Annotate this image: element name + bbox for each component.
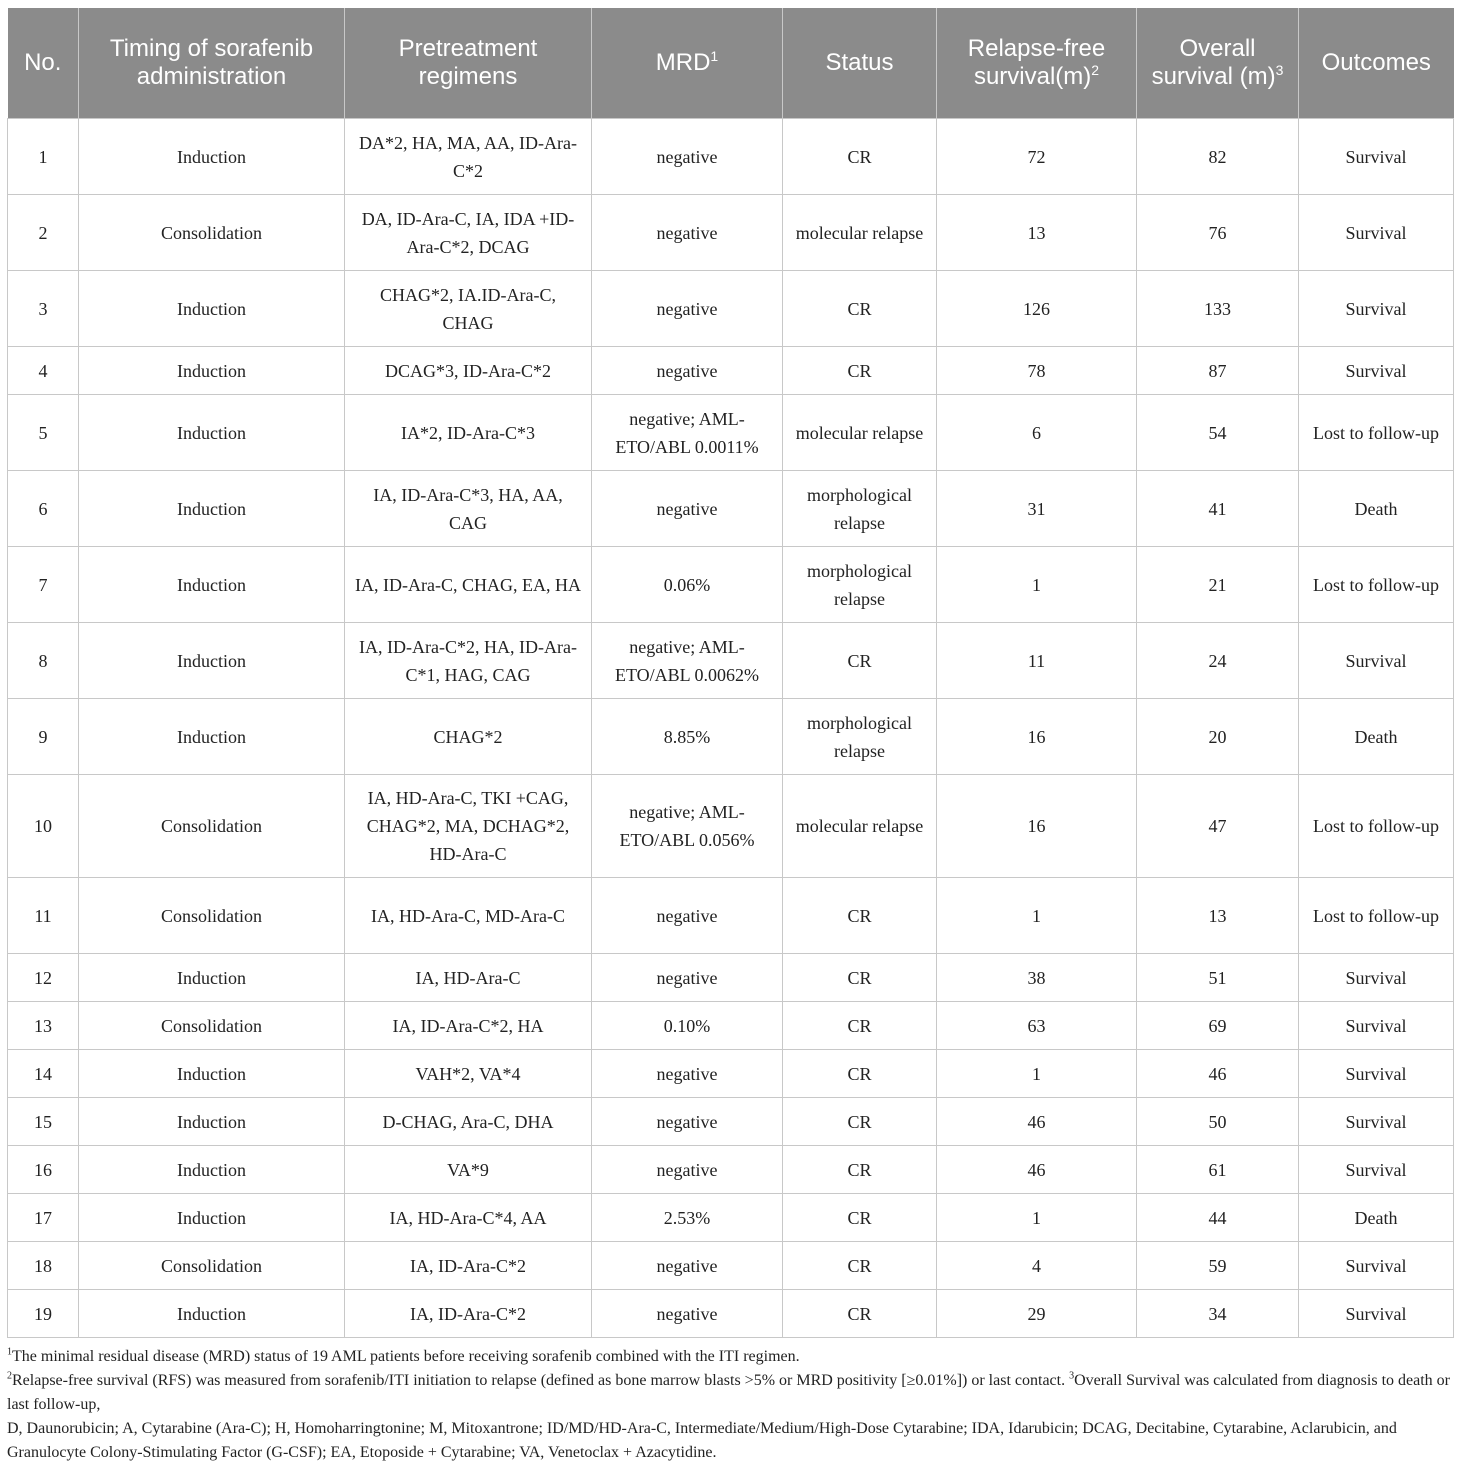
cell-no: 12 xyxy=(8,954,79,1002)
cell-os: 69 xyxy=(1137,1002,1299,1050)
header-os: Overall survival $(m)^3$ xyxy=(1137,8,1299,119)
cell-os: 47 xyxy=(1137,775,1299,878)
footnote-1: $^1$The minimal residual disease (MRD) status of 19 AML patients before receiving sorafenib combined with the ITI regimen. xyxy=(7,1346,800,1365)
cell-rfs: 46 xyxy=(937,1146,1137,1194)
cell-os: 51 xyxy=(1137,954,1299,1002)
cell-os: 20 xyxy=(1137,699,1299,775)
cell-no: 8 xyxy=(8,623,79,699)
cell-os: 24 xyxy=(1137,623,1299,699)
cell-no: 6 xyxy=(8,471,79,547)
cell-os: 50 xyxy=(1137,1098,1299,1146)
cell-outcome: Death xyxy=(1299,471,1454,547)
cell-no: 16 xyxy=(8,1146,79,1194)
cell-pretreatment: IA, ID-Ara-C*2 xyxy=(345,1290,592,1338)
cell-outcome: Death xyxy=(1299,1194,1454,1242)
header-rfs: Relapse-free $survival(m)^2$ xyxy=(937,8,1137,119)
cell-rfs: 31 xyxy=(937,471,1137,547)
cell-outcome: Survival xyxy=(1299,954,1454,1002)
cell-outcome: Survival xyxy=(1299,271,1454,347)
cell-mrd: negative xyxy=(592,1098,783,1146)
cell-timing: Induction xyxy=(79,1098,345,1146)
cell-timing: Induction xyxy=(79,623,345,699)
table-row xyxy=(8,1098,1454,1146)
cell-mrd: negative xyxy=(592,347,783,395)
cell-mrd: negative xyxy=(592,1242,783,1290)
cell-timing: Induction xyxy=(79,1050,345,1098)
cell-mrd: negative; AML-ETO/ABL 0.0011% xyxy=(592,395,783,471)
cell-status: CR xyxy=(783,1242,937,1290)
cell-pretreatment: IA*2, ID-Ara-C*3 xyxy=(345,395,592,471)
table-row xyxy=(8,1146,1454,1194)
cell-no: 9 xyxy=(8,699,79,775)
cell-status: CR xyxy=(783,878,937,954)
cell-outcome: Lost to follow-up xyxy=(1299,547,1454,623)
cell-outcome: Survival xyxy=(1299,119,1454,195)
cell-no: 4 xyxy=(8,347,79,395)
cell-pretreatment: DA, ID-Ara-C, IA, IDA +ID-Ara-C*2, DCAG xyxy=(345,195,592,271)
cell-timing: Consolidation xyxy=(79,195,345,271)
cell-pretreatment: D-CHAG, Ara-C, DHA xyxy=(345,1098,592,1146)
cell-rfs: 6 xyxy=(937,395,1137,471)
footnotes xyxy=(7,1345,1453,1465)
cell-rfs: 1 xyxy=(937,1194,1137,1242)
cell-pretreatment: DCAG*3, ID-Ara-C*2 xyxy=(345,347,592,395)
cell-mrd: 0.10% xyxy=(592,1002,783,1050)
cell-rfs: 29 xyxy=(937,1290,1137,1338)
cell-status: CR xyxy=(783,1290,937,1338)
cell-outcome: Survival xyxy=(1299,1242,1454,1290)
table-container xyxy=(7,8,1453,1465)
header-timing: Timing of sorafenib administration xyxy=(79,8,345,119)
header-no: No. xyxy=(8,8,79,119)
cell-timing: Induction xyxy=(79,271,345,347)
cell-os: 46 xyxy=(1137,1050,1299,1098)
cell-os: 54 xyxy=(1137,395,1299,471)
cell-timing: Induction xyxy=(79,347,345,395)
table-row xyxy=(8,471,1454,547)
cell-os: 76 xyxy=(1137,195,1299,271)
cell-os: 21 xyxy=(1137,547,1299,623)
cell-status: CR xyxy=(783,623,937,699)
cell-os: 82 xyxy=(1137,119,1299,195)
table-row xyxy=(8,119,1454,195)
cell-no: 18 xyxy=(8,1242,79,1290)
cell-no: 11 xyxy=(8,878,79,954)
cell-timing: Induction xyxy=(79,699,345,775)
cell-pretreatment: IA, HD-Ara-C, MD-Ara-C xyxy=(345,878,592,954)
cell-pretreatment: IA, ID-Ara-C*2 xyxy=(345,1242,592,1290)
cell-status: molecular relapse xyxy=(783,775,937,878)
cell-timing: Consolidation xyxy=(79,878,345,954)
cell-no: 3 xyxy=(8,271,79,347)
footnote-2-3: $^2$Relapse-free survival (RFS) was measured from sorafenib/ITI initiation to relapse (defined as bone marrow blasts >5% or MRD positivity [≥0.01%]) or last contact. $^3$Overall Survival was calculated from diagnosis to death or last follow-up, xyxy=(7,1370,1450,1413)
cell-os: 87 xyxy=(1137,347,1299,395)
cell-outcome: Survival xyxy=(1299,1098,1454,1146)
table-row xyxy=(8,699,1454,775)
cell-timing: Induction xyxy=(79,547,345,623)
cell-rfs: 13 xyxy=(937,195,1137,271)
table-row xyxy=(8,271,1454,347)
cell-mrd: negative xyxy=(592,1290,783,1338)
cell-status: CR xyxy=(783,347,937,395)
cell-status: CR xyxy=(783,1098,937,1146)
cell-os: 44 xyxy=(1137,1194,1299,1242)
cell-pretreatment: IA, HD-Ara-C*4, AA xyxy=(345,1194,592,1242)
table-row xyxy=(8,954,1454,1002)
cell-mrd: negative; AML-ETO/ABL 0.0062% xyxy=(592,623,783,699)
cell-rfs: 1 xyxy=(937,1050,1137,1098)
cell-status: morphological relapse xyxy=(783,471,937,547)
cell-timing: Consolidation xyxy=(79,1002,345,1050)
cell-status: CR xyxy=(783,1002,937,1050)
cell-pretreatment: DA*2, HA, MA, AA, ID-Ara-C*2 xyxy=(345,119,592,195)
cell-outcome: Survival xyxy=(1299,347,1454,395)
cell-outcome: Survival xyxy=(1299,195,1454,271)
cell-timing: Induction xyxy=(79,471,345,547)
cell-no: 2 xyxy=(8,195,79,271)
cell-pretreatment: IA, ID-Ara-C*2, HA xyxy=(345,1002,592,1050)
cell-os: 61 xyxy=(1137,1146,1299,1194)
cell-timing: Induction xyxy=(79,954,345,1002)
cell-mrd: negative xyxy=(592,271,783,347)
cell-status: CR xyxy=(783,119,937,195)
cell-pretreatment: IA, HD-Ara-C xyxy=(345,954,592,1002)
cell-outcome: Survival xyxy=(1299,1146,1454,1194)
cell-status: molecular relapse xyxy=(783,395,937,471)
cell-rfs: 11 xyxy=(937,623,1137,699)
cell-pretreatment: CHAG*2 xyxy=(345,699,592,775)
cell-mrd: negative; AML-ETO/ABL 0.056% xyxy=(592,775,783,878)
cell-timing: Consolidation xyxy=(79,775,345,878)
table-row xyxy=(8,775,1454,878)
header-status: Status xyxy=(783,8,937,119)
cell-status: molecular relapse xyxy=(783,195,937,271)
cell-outcome: Survival xyxy=(1299,1050,1454,1098)
table-row xyxy=(8,1242,1454,1290)
cell-status: morphological relapse xyxy=(783,547,937,623)
cell-no: 13 xyxy=(8,1002,79,1050)
cell-no: 19 xyxy=(8,1290,79,1338)
cell-status: CR xyxy=(783,1050,937,1098)
cell-rfs: 1 xyxy=(937,878,1137,954)
table-row xyxy=(8,1290,1454,1338)
table-row xyxy=(8,1194,1454,1242)
cell-rfs: 16 xyxy=(937,775,1137,878)
cell-no: 15 xyxy=(8,1098,79,1146)
cell-outcome: Lost to follow-up xyxy=(1299,775,1454,878)
cell-os: 13 xyxy=(1137,878,1299,954)
cell-timing: Induction xyxy=(79,1194,345,1242)
cell-pretreatment: VA*9 xyxy=(345,1146,592,1194)
cell-mrd: negative xyxy=(592,1050,783,1098)
cell-rfs: 16 xyxy=(937,699,1137,775)
cell-mrd: negative xyxy=(592,954,783,1002)
abbreviations: D, Daunorubicin; A, Cytarabine (Ara-C); H, Homoharringtonine; M, Mitoxantrone; ID/MD/HD-Ara-C, Intermediate/Medium/High-Dose Cytarabine; IDA, Idarubicin; DCAG, Decitabine, Cytarabine, Aclarubicin, and Granulocyte Colony-Stimulating Factor (G-CSF); EA, Etoposide + Cytarabine; VA, Venetoclax + Azacytidine. xyxy=(7,1420,1397,1461)
cell-mrd: 0.06% xyxy=(592,547,783,623)
cell-timing: Induction xyxy=(79,119,345,195)
cell-outcome: Lost to follow-up xyxy=(1299,395,1454,471)
cell-no: 17 xyxy=(8,1194,79,1242)
cell-no: 1 xyxy=(8,119,79,195)
cell-mrd: negative xyxy=(592,195,783,271)
cell-status: CR xyxy=(783,271,937,347)
cell-timing: Induction xyxy=(79,1146,345,1194)
table-row xyxy=(8,547,1454,623)
patient-outcomes-table xyxy=(7,8,1454,1338)
cell-rfs: 38 xyxy=(937,954,1137,1002)
cell-pretreatment: CHAG*2, IA.ID-Ara-C, CHAG xyxy=(345,271,592,347)
table-row xyxy=(8,347,1454,395)
cell-rfs: 4 xyxy=(937,1242,1137,1290)
cell-mrd: negative xyxy=(592,1146,783,1194)
cell-rfs: 72 xyxy=(937,119,1137,195)
header-row xyxy=(8,8,1454,119)
cell-os: 133 xyxy=(1137,271,1299,347)
cell-rfs: 78 xyxy=(937,347,1137,395)
cell-no: 5 xyxy=(8,395,79,471)
cell-outcome: Survival xyxy=(1299,1002,1454,1050)
cell-rfs: 1 xyxy=(937,547,1137,623)
cell-rfs: 126 xyxy=(937,271,1137,347)
cell-rfs: 46 xyxy=(937,1098,1137,1146)
cell-os: 34 xyxy=(1137,1290,1299,1338)
cell-no: 7 xyxy=(8,547,79,623)
cell-timing: Induction xyxy=(79,1290,345,1338)
header-pretreatment: Pretreatment regimens xyxy=(345,8,592,119)
cell-pretreatment: IA, ID-Ara-C, CHAG, EA, HA xyxy=(345,547,592,623)
table-row xyxy=(8,395,1454,471)
cell-no: 10 xyxy=(8,775,79,878)
header-mrd: MRD$^1$ xyxy=(592,8,783,119)
cell-mrd: 8.85% xyxy=(592,699,783,775)
table-body xyxy=(8,119,1454,1338)
cell-outcome: Survival xyxy=(1299,1290,1454,1338)
cell-timing: Induction xyxy=(79,395,345,471)
table-row xyxy=(8,1050,1454,1098)
cell-pretreatment: IA, HD-Ara-C, TKI +CAG, CHAG*2, MA, DCHAG*2, HD-Ara-C xyxy=(345,775,592,878)
cell-status: morphological relapse xyxy=(783,699,937,775)
cell-status: CR xyxy=(783,1194,937,1242)
cell-timing: Consolidation xyxy=(79,1242,345,1290)
cell-mrd: 2.53% xyxy=(592,1194,783,1242)
cell-pretreatment: VAH*2, VA*4 xyxy=(345,1050,592,1098)
header-outcomes: Outcomes xyxy=(1299,8,1454,119)
cell-pretreatment: IA, ID-Ara-C*2, HA, ID-Ara-C*1, HAG, CAG xyxy=(345,623,592,699)
table-row xyxy=(8,623,1454,699)
cell-no: 14 xyxy=(8,1050,79,1098)
cell-outcome: Survival xyxy=(1299,623,1454,699)
table-row xyxy=(8,195,1454,271)
cell-mrd: negative xyxy=(592,471,783,547)
cell-mrd: negative xyxy=(592,119,783,195)
table-row xyxy=(8,878,1454,954)
cell-os: 41 xyxy=(1137,471,1299,547)
cell-os: 59 xyxy=(1137,1242,1299,1290)
cell-pretreatment: IA, ID-Ara-C*3, HA, AA, CAG xyxy=(345,471,592,547)
cell-status: CR xyxy=(783,1146,937,1194)
cell-mrd: negative xyxy=(592,878,783,954)
table-row xyxy=(8,1002,1454,1050)
cell-rfs: 63 xyxy=(937,1002,1137,1050)
cell-status: CR xyxy=(783,954,937,1002)
cell-outcome: Death xyxy=(1299,699,1454,775)
cell-outcome: Lost to follow-up xyxy=(1299,878,1454,954)
